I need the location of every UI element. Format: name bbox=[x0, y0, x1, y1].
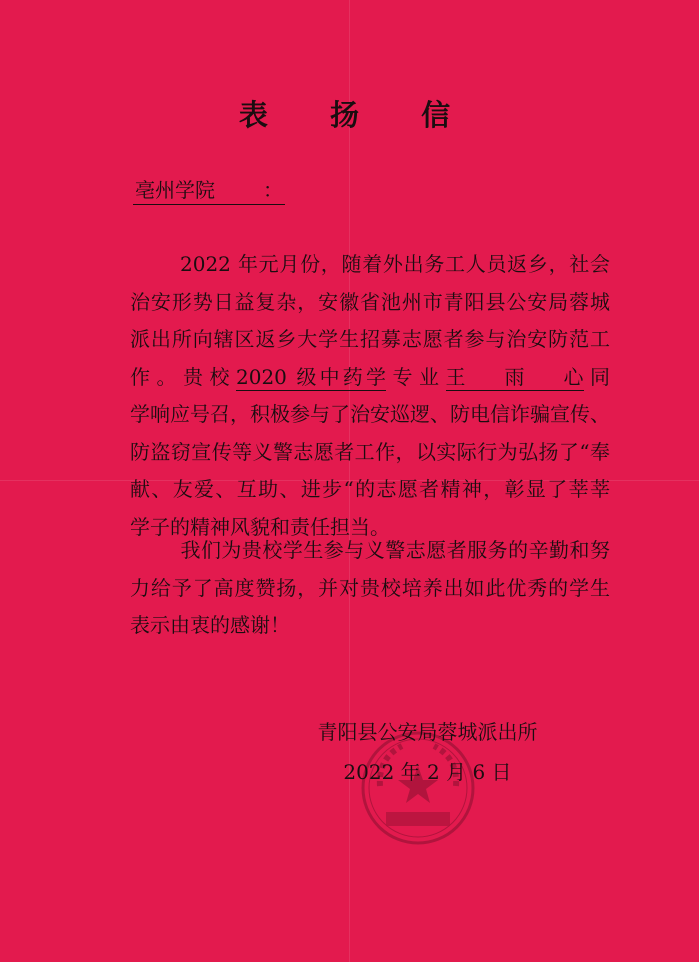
paragraph-1-line: 2022 年元月份，随着外出务工人员返乡，社会 bbox=[180, 252, 610, 276]
recipient-name: 亳州学院 bbox=[135, 178, 215, 202]
recipient-colon: ： bbox=[263, 178, 283, 202]
major-field: 2020 级中药学 bbox=[236, 364, 386, 389]
paragraph-1 bbox=[130, 246, 610, 546]
paragraph-1-line: 学响应号召，积极参与了治安巡逻、防电信诈骗宣传、 bbox=[130, 402, 610, 426]
recipient-line bbox=[133, 176, 285, 205]
line4-mid: 专业 bbox=[386, 364, 446, 389]
paragraph-1-line: 献、友爱、互助、进步“的志愿者精神，彰显了莘莘 bbox=[130, 477, 610, 501]
paragraph-1-line bbox=[130, 359, 610, 397]
paragraph-2-line: 力给予了高度赞扬，并对贵校培养出如此优秀的学生 bbox=[130, 575, 610, 600]
letter-title: 表 扬 信 bbox=[238, 98, 477, 132]
paragraph-1-line: 治安形势日益复杂，安徽省池州市青阳县公安局蓉城 bbox=[130, 289, 610, 314]
paragraph-2-line: 我们为贵校学生参与义警志愿者服务的辛勤和努 bbox=[180, 538, 610, 562]
line4-prefix: 作。贵校 bbox=[130, 364, 236, 389]
signature-organization: 青阳县公安局蓉城派出所 bbox=[317, 720, 538, 744]
paragraph-2 bbox=[130, 532, 610, 645]
paragraph-1-line: 学子的精神风貌和责任担当。 bbox=[130, 514, 390, 539]
signature-block bbox=[300, 712, 555, 792]
line4-suffix: 同 bbox=[583, 364, 610, 389]
paragraph-1-line: 防盗窃宣传等义警志愿者工作，以实际行为弘扬了“奉 bbox=[130, 439, 610, 464]
student-name-field: 王雨心 bbox=[445, 364, 584, 389]
paragraph-1-line: 派出所向辖区返乡大学生招募志愿者参与治安防范工 bbox=[130, 327, 610, 351]
signature-date: 2022 年 2 月 6 日 bbox=[343, 760, 512, 784]
paragraph-2-line: 表示由衷的感谢！ bbox=[130, 613, 290, 637]
